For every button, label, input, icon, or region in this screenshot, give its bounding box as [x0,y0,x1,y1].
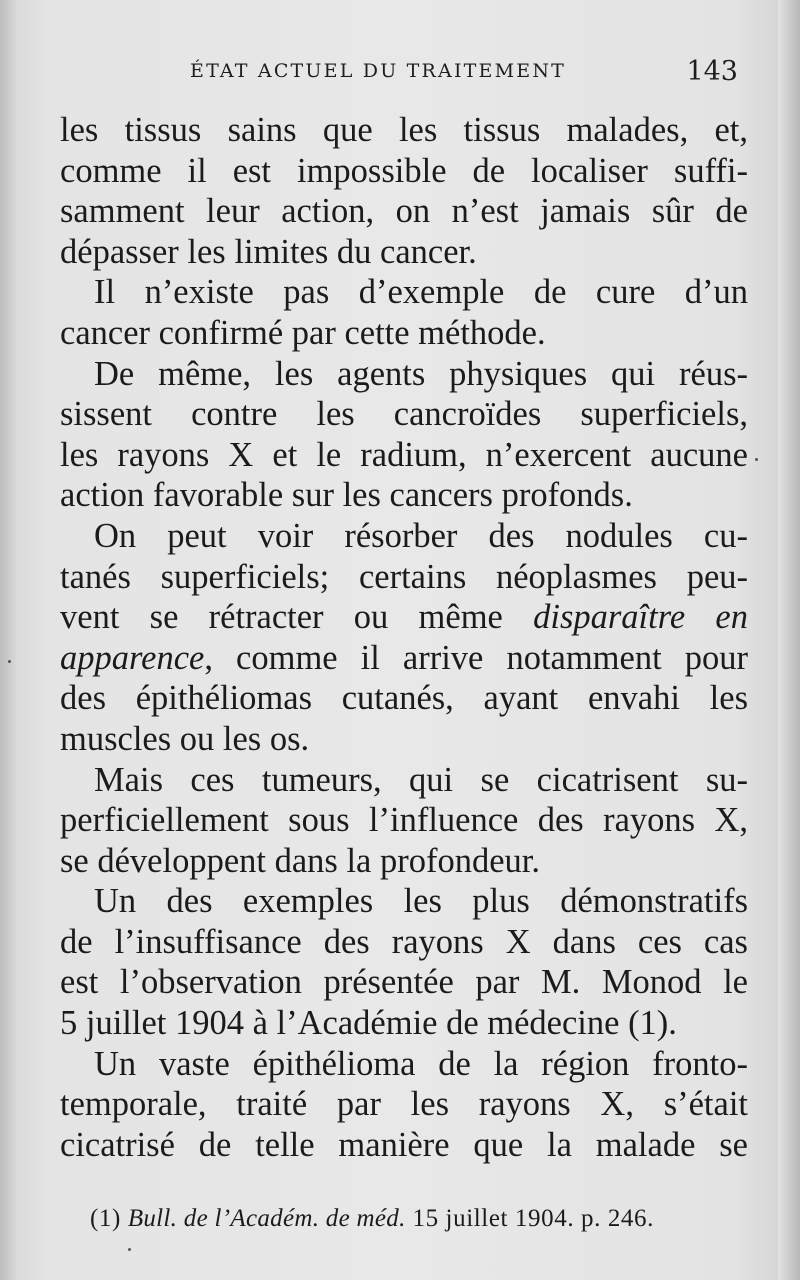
text-line: se développent dans la profondeur. [60,841,540,880]
text-line: perficiellement sous l’influence des rayons X, [60,801,748,840]
text-line: dépasser les limites du cancer. [60,232,477,271]
text-line-paragraph-start: Mais ces tumeurs, qui se cicatrisent su- [94,760,748,799]
text-line: est l’observation présentée par M. Monod le [60,963,748,1002]
italic-phrase: disparaître en [533,598,748,637]
text-line: samment leur action, on n’est jamais sûr de [60,192,748,231]
print-speck [8,660,11,663]
page-number: 143 [686,56,738,87]
page-left-edge-shadow [0,0,18,1280]
text-line-paragraph-start: De même, les agents physiques qui réus- [94,354,748,393]
text-line: les rayons X et le radium, n’exercent aucune [60,435,748,474]
footnote-marker: (1) [90,1205,128,1232]
text-line-paragraph-start: On peut voir résorber des nodules cu- [94,516,748,555]
italic-phrase: apparence [60,638,205,677]
running-title: ÉTAT ACTUEL DU TRAITEMENT [190,60,567,82]
footnote-source: Bull. de l’Académ. de méd. [127,1205,406,1232]
text-line-paragraph-start: Un des exemples les plus démonstratifs [94,882,748,921]
text-line: comme il est impossible de localiser suffi- [60,151,748,190]
text-line-paragraph-start: Un vaste épithélioma de la région fronto- [94,1044,748,1083]
text-line: muscles ou les os. [60,719,310,758]
print-speck [128,1248,131,1251]
text-line-paragraph-start: Il n’existe pas d’exemple de cure d’un [94,273,748,312]
text-line: cancer confirmé par cette méthode. [60,313,546,352]
text-line: vent se rétracter ou même disparaître en [60,598,748,637]
body-text [60,110,748,1165]
page-right-edge-shadow [778,0,800,1280]
text-line: tanés superficiels; certains néoplasmes peu- [60,557,748,596]
text-line: 5 juillet 1904 à l’Académie de médecine (1). [60,1004,677,1043]
text-line: des épithéliomas cutanés, ayant envahi les [60,679,748,718]
print-speck [755,458,758,461]
footnote-details: 15 juillet 1904. p. 246. [405,1205,654,1232]
text-line: de l’insuffisance des rayons X dans ces cas [60,922,748,961]
text-line: les tissus sains que les tissus malades, et, [60,111,748,149]
running-head [60,56,750,96]
text-line: temporale, traité par les rayons X, s’était [60,1085,748,1124]
footnote [90,1205,750,1233]
text-line: cicatrisé de telle manière que la malade se [60,1125,748,1164]
text-line: apparence, comme il arrive notamment pour [60,638,748,677]
text-line: action favorable sur les cancers profonds. [60,476,633,515]
text-line: sissent contre les cancroïdes superficiels, [60,395,748,434]
